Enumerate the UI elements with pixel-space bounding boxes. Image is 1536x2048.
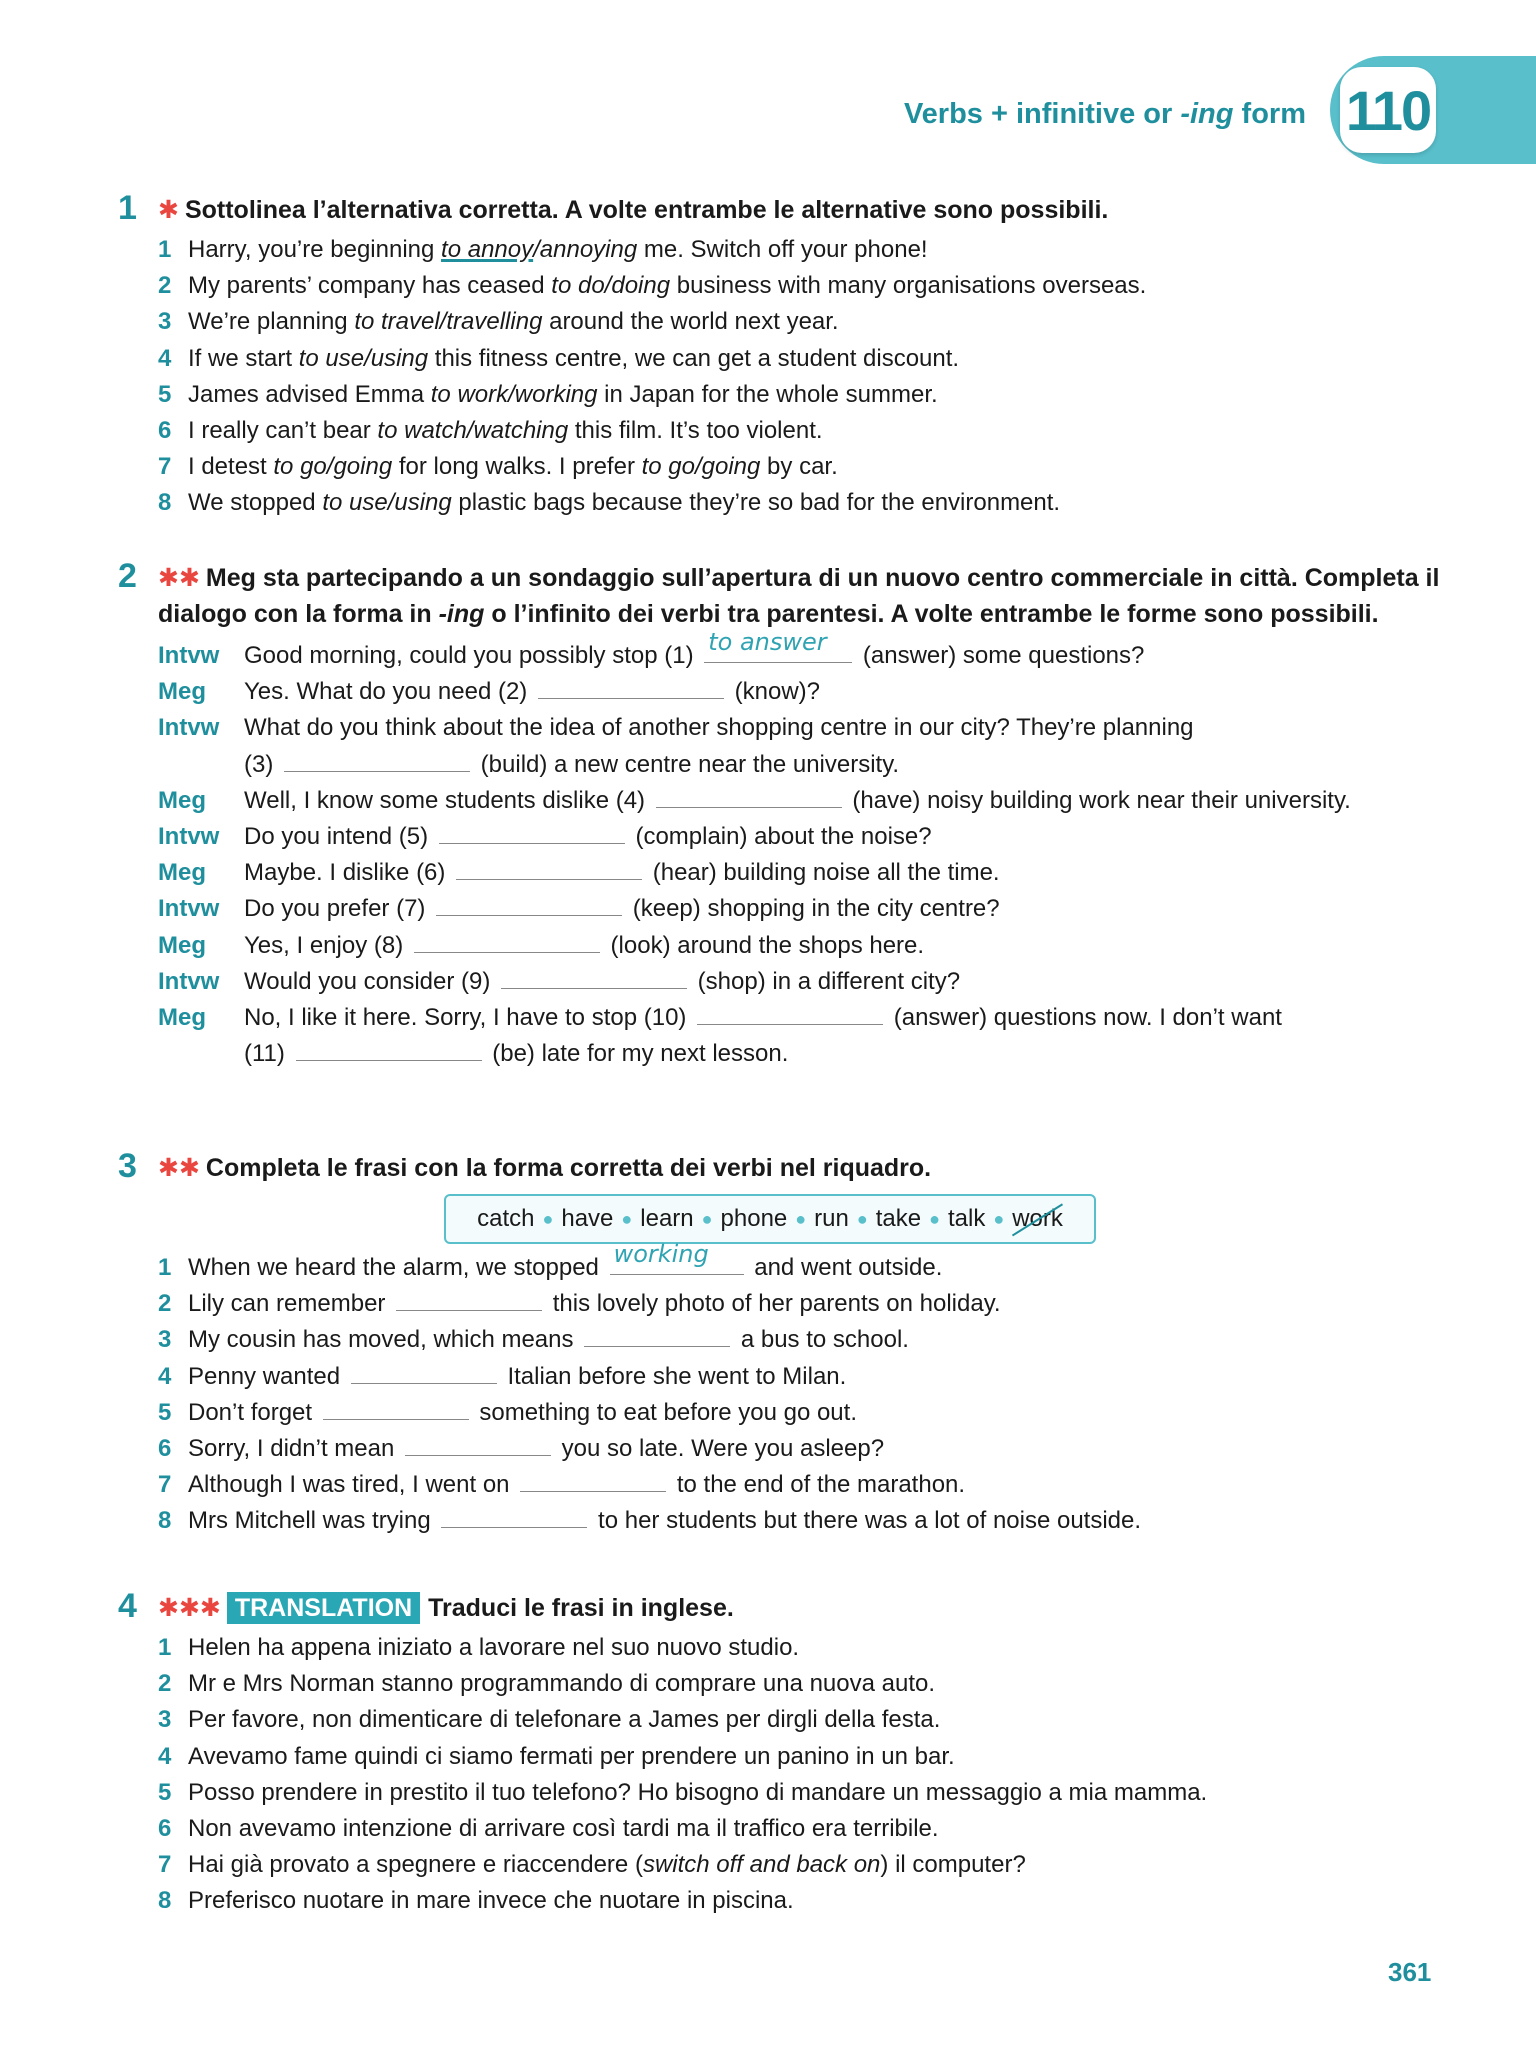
answer-blank[interactable] bbox=[501, 964, 687, 989]
instruction: Sottolinea l’alternativa corretta. A volte entrambe le alternative sono possibili. bbox=[184, 196, 1109, 224]
list-item bbox=[158, 268, 1448, 304]
list-item bbox=[158, 1467, 1448, 1503]
dialogue-line bbox=[158, 855, 1448, 891]
word-option-crossed-out: work bbox=[1012, 1205, 1063, 1232]
line-text: Well, I know some students dislike (4) bbox=[244, 786, 652, 814]
item-number: 3 bbox=[158, 1326, 172, 1354]
instruction-italic: -ing bbox=[438, 600, 485, 628]
item-number: 2 bbox=[158, 272, 172, 300]
exercise-number: 2 bbox=[118, 557, 137, 595]
item-text: for long walks. I prefer bbox=[392, 453, 642, 481]
title-italic: -ing bbox=[1180, 98, 1234, 130]
underlined-answer[interactable]: to annoy bbox=[441, 236, 534, 263]
line-text: Maybe. I dislike (6) bbox=[244, 859, 453, 887]
exercise-3-heading bbox=[118, 1147, 1448, 1186]
item-text: Mr e Mrs Norman stanno programmando di comprare una nuova auto. bbox=[188, 1670, 936, 1698]
speaker-label: Intvw bbox=[158, 895, 220, 923]
item-number: 6 bbox=[158, 417, 172, 445]
item-text: you so late. Were you asleep? bbox=[554, 1435, 885, 1463]
line-text: (shop) in a different city? bbox=[691, 967, 961, 995]
item-number: 5 bbox=[158, 1398, 172, 1426]
exercise-number: 1 bbox=[118, 189, 137, 227]
line-text: (build) a new centre near the university. bbox=[474, 750, 900, 778]
instruction: Traduci le frasi in inglese. bbox=[428, 1594, 734, 1622]
exercise-number: 3 bbox=[118, 1147, 137, 1185]
line-text: (3) bbox=[244, 750, 280, 778]
dialogue-line bbox=[158, 1000, 1448, 1036]
item-text: Non avevamo intenzione di arrivare così tardi ma il traffico era terribile. bbox=[188, 1815, 939, 1843]
item-text: Penny wanted bbox=[188, 1362, 347, 1390]
item-number: 5 bbox=[158, 380, 172, 408]
item-text: Posso prendere in prestito il tuo telefono? Ho bisogno di mandare un messaggio a mia mamma. bbox=[188, 1778, 1208, 1806]
word-option: have bbox=[561, 1205, 614, 1232]
answer-blank[interactable] bbox=[704, 627, 852, 663]
unit-number: 110 bbox=[1345, 78, 1431, 142]
answer-blank[interactable] bbox=[439, 819, 625, 844]
answer-blank[interactable] bbox=[323, 1395, 469, 1420]
unit-number-badge bbox=[1340, 67, 1436, 153]
line-text: (hear) building noise all the time. bbox=[646, 859, 1000, 887]
item-number: 7 bbox=[158, 1851, 172, 1879]
difficulty-star-icon: ✱✱✱ bbox=[158, 1594, 221, 1622]
instruction: o l’infinito dei verbi tra parentesi. A volte entrambe le forme sono possibili. bbox=[484, 600, 1379, 628]
speaker-label: Meg bbox=[158, 931, 206, 959]
word-option: learn bbox=[640, 1205, 694, 1232]
handwritten-answer: to answer bbox=[708, 627, 827, 656]
alternative[interactable]: to work/working bbox=[430, 380, 598, 408]
item-text: If we start bbox=[188, 344, 299, 372]
item-text: this film. It’s too violent. bbox=[568, 417, 823, 445]
exercise-2 bbox=[118, 557, 1448, 1072]
bullet-icon: ● bbox=[701, 1208, 713, 1229]
item-text: When we heard the alarm, we stopped bbox=[188, 1254, 606, 1281]
item-number: 4 bbox=[158, 1742, 172, 1770]
word-option: run bbox=[814, 1205, 849, 1232]
exercise-1 bbox=[118, 189, 1448, 522]
item-text: I really can’t bear bbox=[188, 417, 378, 445]
item-number: 6 bbox=[158, 1435, 172, 1463]
exercise-number: 4 bbox=[118, 1587, 137, 1625]
bullet-icon: ● bbox=[929, 1208, 940, 1229]
item-text: Preferisco nuotare in mare invece che nuotare in piscina. bbox=[188, 1887, 794, 1915]
exercise-2-heading bbox=[118, 557, 1448, 632]
line-text: Do you prefer (7) bbox=[244, 895, 433, 923]
list-item bbox=[158, 1286, 1448, 1322]
handwritten-answer: working bbox=[613, 1239, 709, 1268]
exercise-3 bbox=[118, 1147, 1448, 1540]
item-text: this lovely photo of her parents on holiday. bbox=[546, 1290, 1001, 1318]
exercise-4 bbox=[118, 1587, 1448, 1920]
item-number: 1 bbox=[158, 1254, 172, 1281]
item-number: 3 bbox=[158, 308, 172, 336]
item-text: We stopped bbox=[188, 489, 323, 517]
item-number: 3 bbox=[158, 1706, 172, 1734]
exercise-4-items bbox=[118, 1630, 1448, 1920]
answer-blank[interactable] bbox=[441, 1503, 587, 1528]
exercise-1-items bbox=[118, 232, 1448, 522]
item-number: 4 bbox=[158, 344, 172, 372]
item-italic: switch off and back on bbox=[642, 1851, 881, 1879]
list-item bbox=[158, 377, 1448, 413]
list-item bbox=[158, 485, 1448, 521]
list-item bbox=[158, 1395, 1448, 1431]
item-text: and went outside. bbox=[747, 1254, 943, 1281]
difficulty-star-icon: ✱✱ bbox=[158, 564, 200, 592]
list-item bbox=[158, 1702, 1448, 1738]
item-text: My cousin has moved, which means bbox=[188, 1326, 581, 1354]
speaker-label: Intvw bbox=[158, 967, 220, 995]
answer-blank[interactable] bbox=[351, 1359, 497, 1384]
speaker-label: Intvw bbox=[158, 714, 220, 742]
exercise-3-items bbox=[118, 1239, 1448, 1540]
dialogue-line bbox=[158, 1036, 1448, 1072]
item-text: Hai già provato a spegnere e riaccendere ( bbox=[188, 1851, 643, 1879]
item-number: 4 bbox=[158, 1362, 172, 1390]
item-text: We’re planning bbox=[188, 308, 355, 336]
answer-blank[interactable] bbox=[436, 891, 622, 916]
list-item bbox=[158, 304, 1448, 340]
translation-tag: TRANSLATION bbox=[227, 1592, 420, 1624]
dialogue-line bbox=[158, 819, 1448, 855]
speaker-label bbox=[158, 747, 244, 783]
dialogue-line bbox=[158, 964, 1448, 1000]
page-number: 361 bbox=[1388, 1957, 1432, 1987]
speaker-label bbox=[158, 1036, 244, 1072]
alternative[interactable]: to travel/travelling bbox=[354, 308, 543, 336]
word-option: catch bbox=[477, 1205, 535, 1232]
list-item bbox=[158, 341, 1448, 377]
answer-blank[interactable] bbox=[538, 674, 724, 699]
item-text: something to eat before you go out. bbox=[472, 1398, 857, 1426]
list-item bbox=[158, 1630, 1448, 1666]
item-number: 6 bbox=[158, 1815, 172, 1843]
item-text: business with many organisations overseas. bbox=[670, 272, 1147, 300]
item-number: 8 bbox=[158, 1507, 172, 1535]
list-item bbox=[158, 1431, 1448, 1467]
item-text: ) il computer? bbox=[880, 1851, 1026, 1879]
dialogue-line bbox=[158, 674, 1448, 710]
title-text: Verbs + infinitive or bbox=[903, 98, 1181, 130]
item-text: Harry, you’re beginning bbox=[188, 236, 442, 263]
list-item bbox=[158, 413, 1448, 449]
answer-blank[interactable] bbox=[296, 1036, 482, 1061]
item-number: 8 bbox=[158, 489, 172, 517]
bullet-icon: ● bbox=[795, 1208, 807, 1229]
answer-blank[interactable] bbox=[584, 1322, 730, 1347]
item-text: in Japan for the whole summer. bbox=[597, 380, 938, 408]
speaker-label: Intvw bbox=[158, 823, 220, 851]
line-text: (look) around the shops here. bbox=[603, 931, 925, 959]
list-item bbox=[158, 1359, 1448, 1395]
item-number: 1 bbox=[158, 236, 172, 263]
answer-blank[interactable] bbox=[284, 747, 470, 772]
line-text: (complain) about the noise? bbox=[628, 823, 932, 851]
list-item bbox=[158, 1322, 1448, 1358]
list-item bbox=[158, 1503, 1448, 1539]
item-text: around the world next year. bbox=[542, 308, 839, 336]
line-text: (11) bbox=[244, 1040, 292, 1068]
alternative[interactable]: to watch/watching bbox=[377, 417, 569, 445]
speaker-label: Meg bbox=[158, 678, 206, 706]
word-option: take bbox=[875, 1205, 922, 1232]
dialogue-line bbox=[158, 891, 1448, 927]
bullet-icon: ● bbox=[542, 1208, 554, 1229]
item-text: Sorry, I didn’t mean bbox=[188, 1435, 401, 1463]
dialogue-line bbox=[158, 783, 1448, 819]
item-number: 7 bbox=[158, 453, 172, 481]
list-item bbox=[158, 449, 1448, 485]
dialogue-line bbox=[158, 710, 1448, 746]
alternative[interactable]: /annoying bbox=[533, 236, 638, 263]
line-text: (keep) shopping in the city centre? bbox=[626, 895, 1000, 923]
answer-blank[interactable] bbox=[697, 1000, 883, 1025]
item-number: 2 bbox=[158, 1290, 172, 1318]
item-number: 1 bbox=[158, 1634, 172, 1661]
difficulty-star-icon: ✱ bbox=[158, 196, 179, 224]
alternative[interactable]: to do/doing bbox=[551, 272, 671, 300]
item-number: 5 bbox=[158, 1778, 172, 1806]
alternative[interactable]: to go/going bbox=[641, 453, 761, 481]
line-text: No, I like it here. Sorry, I have to stop (10) bbox=[244, 1004, 694, 1032]
item-text: Avevamo fame quindi ci siamo fermati per prendere un panino in un bar. bbox=[188, 1742, 955, 1770]
answer-blank[interactable] bbox=[414, 928, 600, 953]
item-text: Lily can remember bbox=[188, 1290, 393, 1318]
speaker-label: Meg bbox=[158, 1004, 206, 1032]
answer-blank[interactable] bbox=[656, 783, 842, 808]
line-text: (answer) questions now. I don’t want bbox=[887, 1004, 1282, 1032]
list-item bbox=[158, 1739, 1448, 1775]
item-number: 8 bbox=[158, 1887, 172, 1915]
answer-blank[interactable] bbox=[520, 1467, 666, 1492]
item-text: me. Switch off your phone! bbox=[637, 236, 928, 263]
list-item bbox=[158, 1883, 1448, 1919]
line-text: Would you consider (9) bbox=[244, 967, 498, 995]
word-option: talk bbox=[947, 1205, 986, 1232]
answer-blank[interactable] bbox=[396, 1286, 542, 1311]
alternative[interactable]: to go/going bbox=[273, 453, 393, 481]
word-option: phone bbox=[720, 1205, 788, 1232]
instruction: Meg sta partecipando a un sondaggio sull’apertura di un nuovo centro commerciale in città. Completa il dialogo con la forma in bbox=[158, 564, 1440, 628]
item-text: plastic bags because they’re so bad for the environment. bbox=[451, 489, 1061, 517]
item-text: this fitness centre, we can get a student discount. bbox=[428, 344, 960, 372]
bullet-icon: ● bbox=[993, 1208, 1005, 1229]
item-text: to her students but there was a lot of noise outside. bbox=[591, 1507, 1142, 1535]
line-text: (know)? bbox=[727, 678, 820, 706]
exercise-4-heading bbox=[118, 1587, 1448, 1626]
item-text: by car. bbox=[760, 453, 838, 481]
difficulty-star-icon: ✱✱ bbox=[158, 1154, 200, 1182]
item-text: Mrs Mitchell was trying bbox=[188, 1507, 438, 1535]
list-item bbox=[158, 1666, 1448, 1702]
speaker-label: Meg bbox=[158, 786, 206, 814]
list-item bbox=[158, 1847, 1448, 1883]
dialogue-line bbox=[158, 928, 1448, 964]
page-title bbox=[904, 98, 1306, 131]
item-text: Italian before she went to Milan. bbox=[500, 1362, 847, 1390]
instruction: Completa le frasi con la forma corretta dei verbi nel riquadro. bbox=[205, 1154, 932, 1182]
title-end: form bbox=[1233, 98, 1306, 130]
exercise-1-heading bbox=[118, 189, 1448, 228]
answer-blank[interactable] bbox=[456, 855, 642, 880]
speaker-label: Intvw bbox=[158, 642, 220, 669]
item-text: My parents’ company has ceased bbox=[188, 272, 552, 300]
dialogue bbox=[118, 627, 1448, 1072]
alternative[interactable]: to use/using bbox=[322, 489, 452, 517]
line-text: (have) noisy building work near their university. bbox=[845, 786, 1351, 814]
dialogue-line bbox=[158, 627, 1448, 674]
list-item bbox=[158, 1239, 1448, 1286]
item-text: Although I was tired, I went on bbox=[188, 1471, 517, 1499]
item-text: to the end of the marathon. bbox=[670, 1471, 966, 1499]
speaker-label: Meg bbox=[158, 859, 206, 887]
item-text: a bus to school. bbox=[734, 1326, 909, 1354]
answer-blank[interactable] bbox=[405, 1431, 551, 1456]
line-text: Do you intend (5) bbox=[244, 823, 435, 851]
list-item bbox=[158, 1811, 1448, 1847]
dialogue-line bbox=[158, 747, 1448, 783]
item-number: 2 bbox=[158, 1670, 172, 1698]
item-number: 7 bbox=[158, 1471, 172, 1499]
item-text: Helen ha appena iniziato a lavorare nel suo nuovo studio. bbox=[188, 1634, 800, 1661]
line-text: Good morning, could you possibly stop (1) bbox=[244, 642, 701, 669]
bullet-icon: ● bbox=[856, 1208, 868, 1229]
item-text: Don’t forget bbox=[188, 1398, 319, 1426]
alternative[interactable]: to use/using bbox=[298, 344, 429, 372]
list-item bbox=[158, 232, 1448, 268]
answer-blank[interactable] bbox=[610, 1239, 744, 1275]
item-text: James advised Emma bbox=[188, 380, 431, 408]
line-text: Yes. What do you need (2) bbox=[244, 678, 534, 706]
word-box bbox=[444, 1194, 1096, 1244]
line-text: Yes, I enjoy (8) bbox=[244, 931, 410, 959]
item-text: I detest bbox=[188, 453, 274, 481]
line-text: (be) late for my next lesson. bbox=[485, 1040, 789, 1068]
bullet-icon: ● bbox=[621, 1208, 633, 1229]
line-text: What do you think about the idea of another shopping centre in our city? They’re planning bbox=[244, 714, 1194, 742]
line-text: (answer) some questions? bbox=[856, 642, 1145, 669]
item-text: Per favore, non dimenticare di telefonare a James per dirgli della festa. bbox=[188, 1706, 941, 1734]
list-item bbox=[158, 1775, 1448, 1811]
